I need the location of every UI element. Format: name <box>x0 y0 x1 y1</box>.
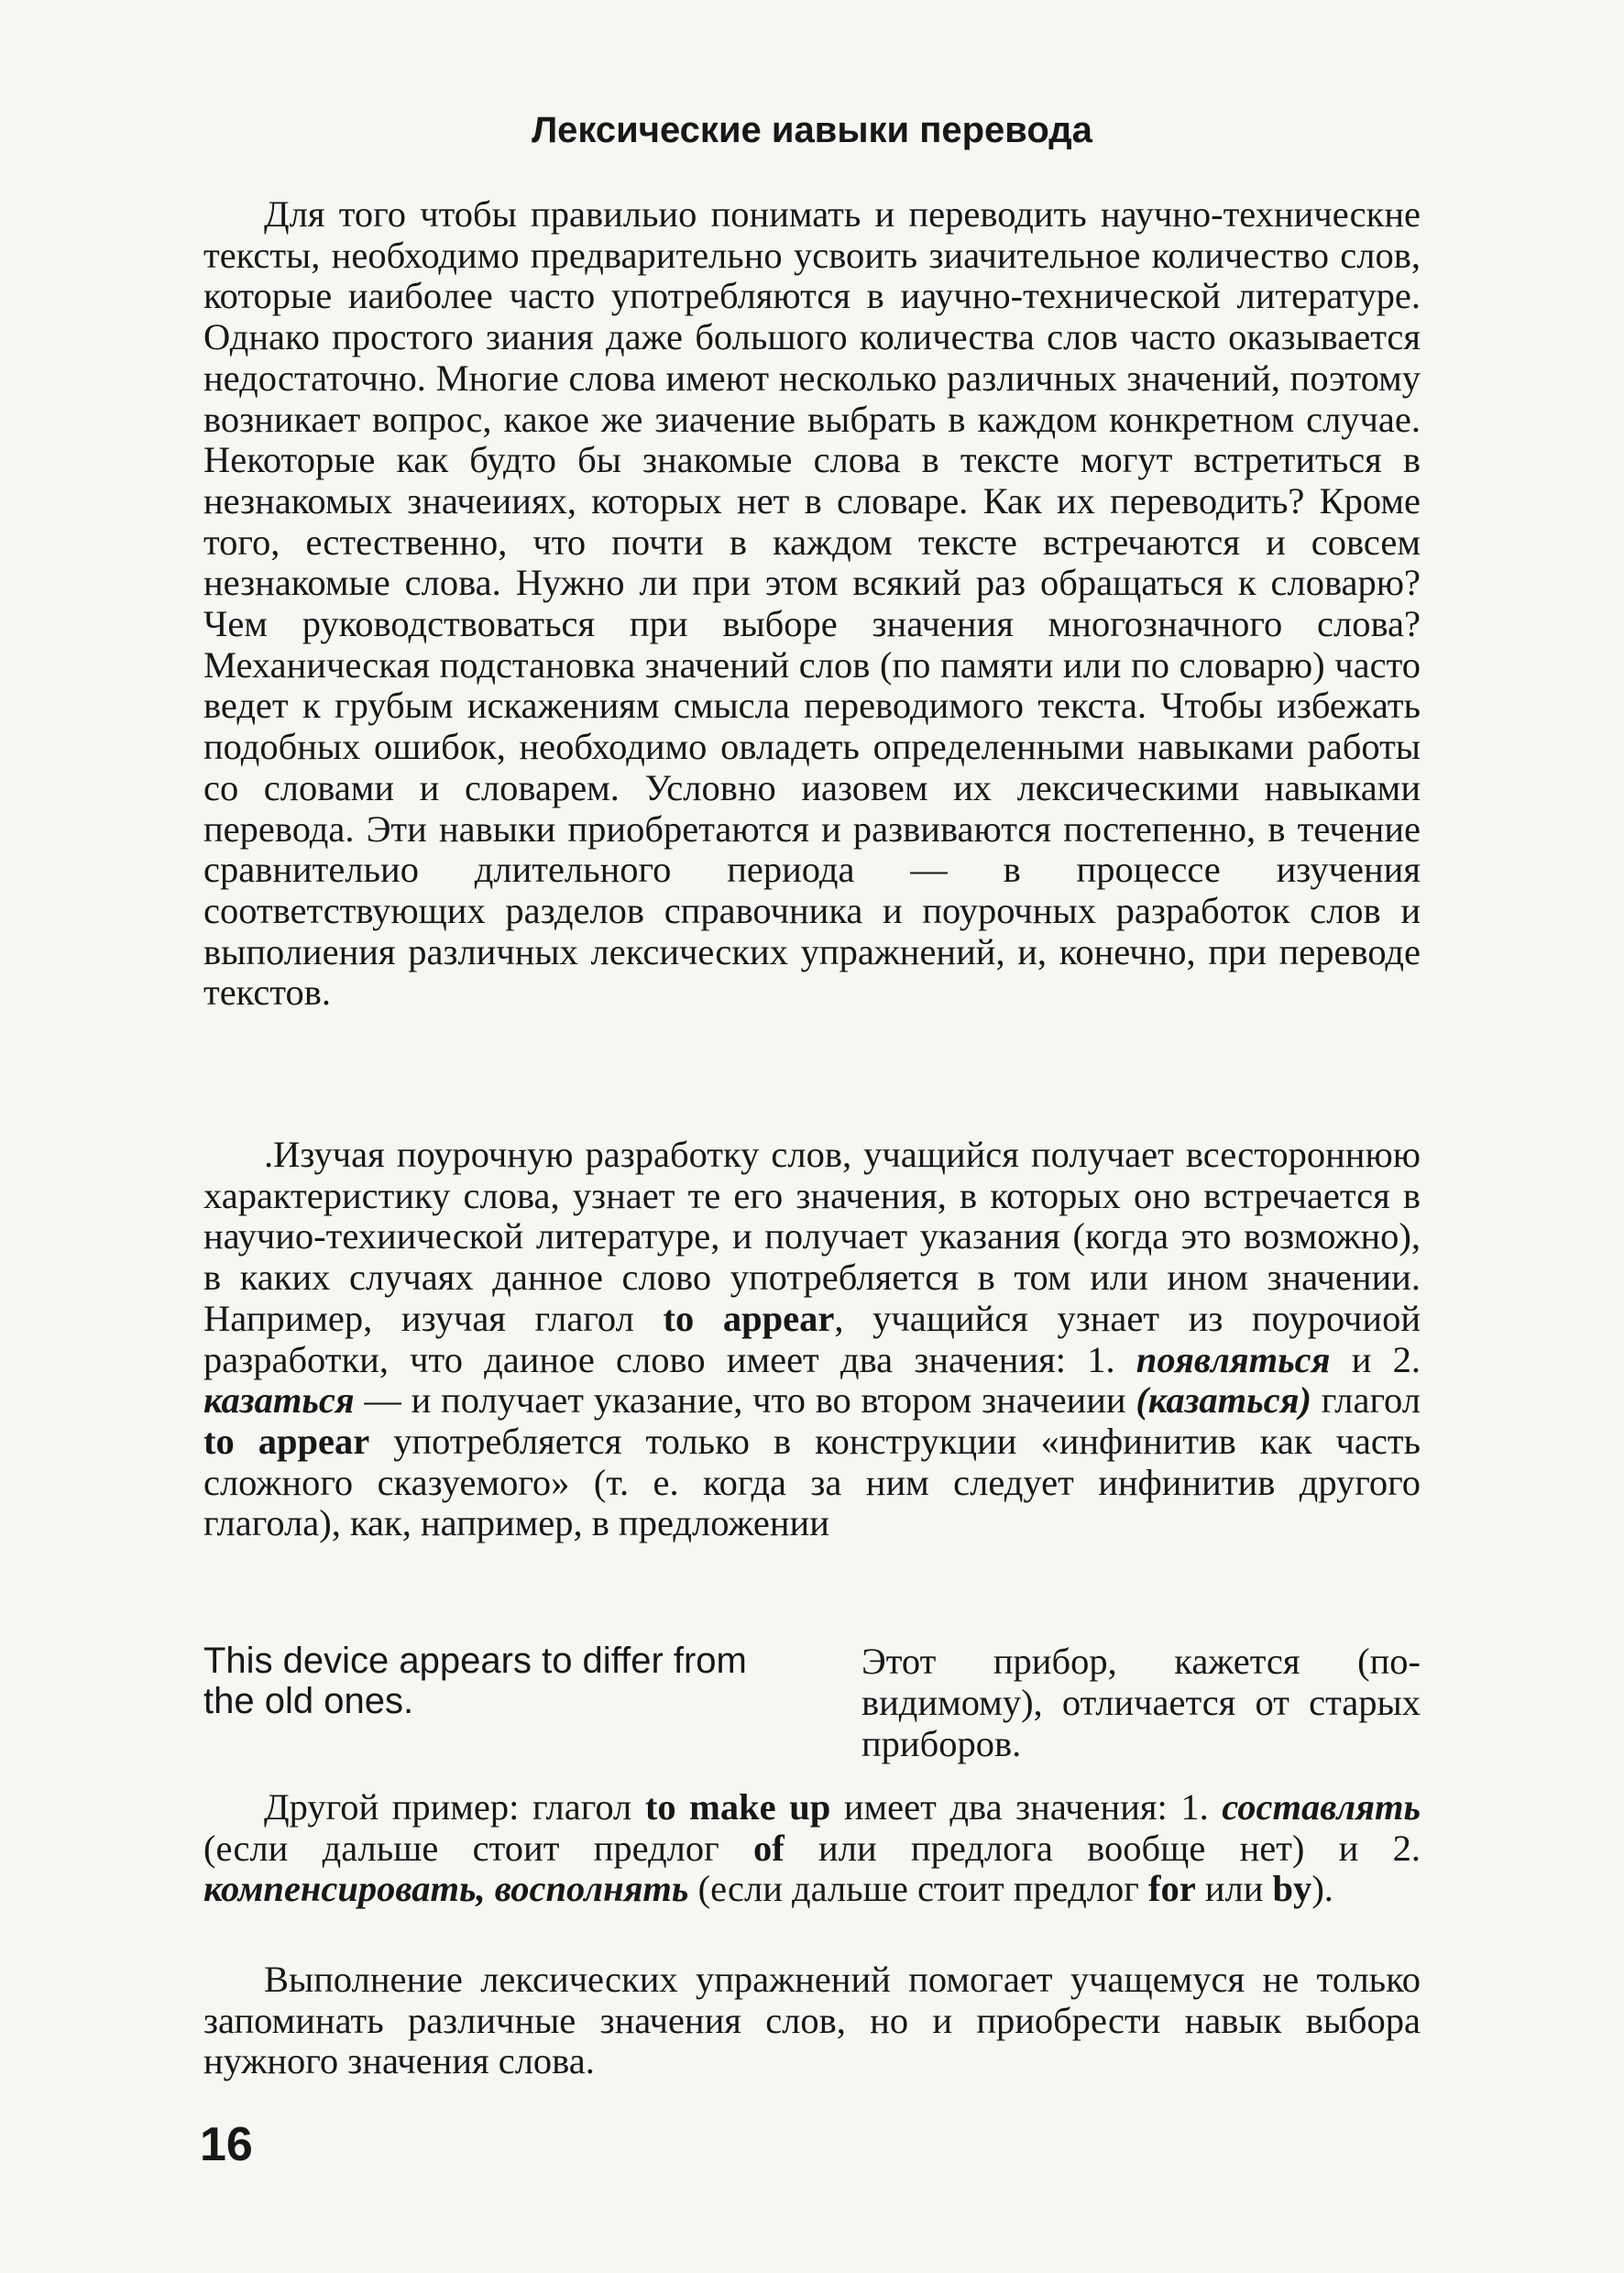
meaning-term: (казаться) <box>1136 1379 1311 1422</box>
english-term: to appear <box>203 1420 370 1462</box>
text-run: (если дальше стоит предлог <box>203 1827 754 1869</box>
text-run: ). <box>1311 1868 1333 1910</box>
meaning-term: казаться <box>203 1379 355 1422</box>
text-run: или <box>1195 1868 1273 1910</box>
english-term: of <box>753 1827 785 1869</box>
text-run: — и получает указание, что во втором значеиии <box>354 1379 1136 1422</box>
paragraph-1 <box>203 194 1421 1014</box>
paragraph-3 <box>203 1787 1421 1910</box>
text-run: Другой пример: глагол <box>264 1786 645 1828</box>
meaning-term: составлять <box>1222 1786 1421 1828</box>
paragraph-2 <box>203 1135 1421 1544</box>
paragraph-4 <box>203 1960 1421 2082</box>
text-run: .Изучая поурочную разработку слов, учащийся получает всестороннюю характеристику слова, узнает те его значения, в которых оно встречается в научио-техиической литературе, и получает указания (когда это возможно), в каких случаях данное слово употребляется в том или ином значении. Например, изучая глагол <box>203 1134 1421 1339</box>
paragraph-1-text: Для того чтобы правильио понимать и переводить научно-техническне тексты, необходимо предварительно усвоить зиачительное количество слов, которые иаиболее часто употребляются в иаучно-технической литературе. Однако простого зиания даже большого количества слов часто оказывается недостаточно. Многие слова имеют несколько различных значений, поэтому возникает вопрос, какое же зиачение выбрать в каждом конкретном случае. Некоторые как будто бы знакомые слова в тексте могут встретиться в незнакомых значеииях, которых нет в словаре. Как их переводить? Кроме того, естественно, что почти в каждом тексте встречаются и совсем незнакомые слова. Нужно ли при этом всякий раз обращаться к словарю? Чем руководствоваться при выборе значения многозначного слова? Механическая подстановка значений слов (по памяти или по словарю) часто ведет к грубым искажениям смысла переводимого текста. Чтобы избежать подобных ошибок, необходимо овладеть определенными навыками работы со словами и словарем. Условно иазовем их лексическими навыками перевода. Эти навыки приобретаются и развиваются постепенно, в течение сравнительио длительного периода — в процессе изучения соответствующих разделов справочника и поурочных разработок слов и выполиения различных лексических упражнений, и, конечно, при переводе текстов. <box>203 193 1421 1014</box>
english-term: to appear <box>663 1297 835 1339</box>
text-run: употребляется только в конструкции «инфинитив как часть сложного сказуемого» (т. е. когда за ним следует инфинитив другого глагола), как, например, в предложении <box>203 1420 1421 1544</box>
meaning-term: компенсировать, восполнять <box>203 1868 689 1910</box>
text-run: , учащийся узнает из поурочиой разработки, что даиное слово имеет два значения: 1. <box>203 1297 1421 1380</box>
paragraph-3-text <box>203 1787 1421 1910</box>
page-number: 16 <box>200 2118 253 2171</box>
meaning-term: появляться <box>1136 1338 1331 1380</box>
example-sentence <box>203 1641 1421 1778</box>
example-english: This device appears to differ from the old ones. <box>203 1641 747 1721</box>
english-term: by <box>1272 1868 1312 1910</box>
paragraph-2-text <box>203 1135 1421 1544</box>
text-run: или предлога вообще нет) и 2. <box>784 1827 1421 1869</box>
english-term: to make up <box>644 1786 831 1828</box>
text-run: и 2. <box>1330 1338 1421 1380</box>
text-run: имеет два значения: 1. <box>830 1786 1223 1828</box>
english-term: for <box>1148 1868 1196 1910</box>
text-run: (если дальше стоит предлог <box>688 1868 1148 1910</box>
example-russian: Этот прибор, кажется (по-видимому), отличается от старых приборов. <box>861 1641 1421 1764</box>
paragraph-4-text: Выполнение лексических упражнений помогает учащемуся не только запоминать различные значения слов, но и приобрести навык выбора нужного значения слова. <box>203 1959 1421 2082</box>
text-run: глагол <box>1311 1379 1421 1422</box>
section-heading: Лексические иавыки перевода <box>532 110 1092 150</box>
